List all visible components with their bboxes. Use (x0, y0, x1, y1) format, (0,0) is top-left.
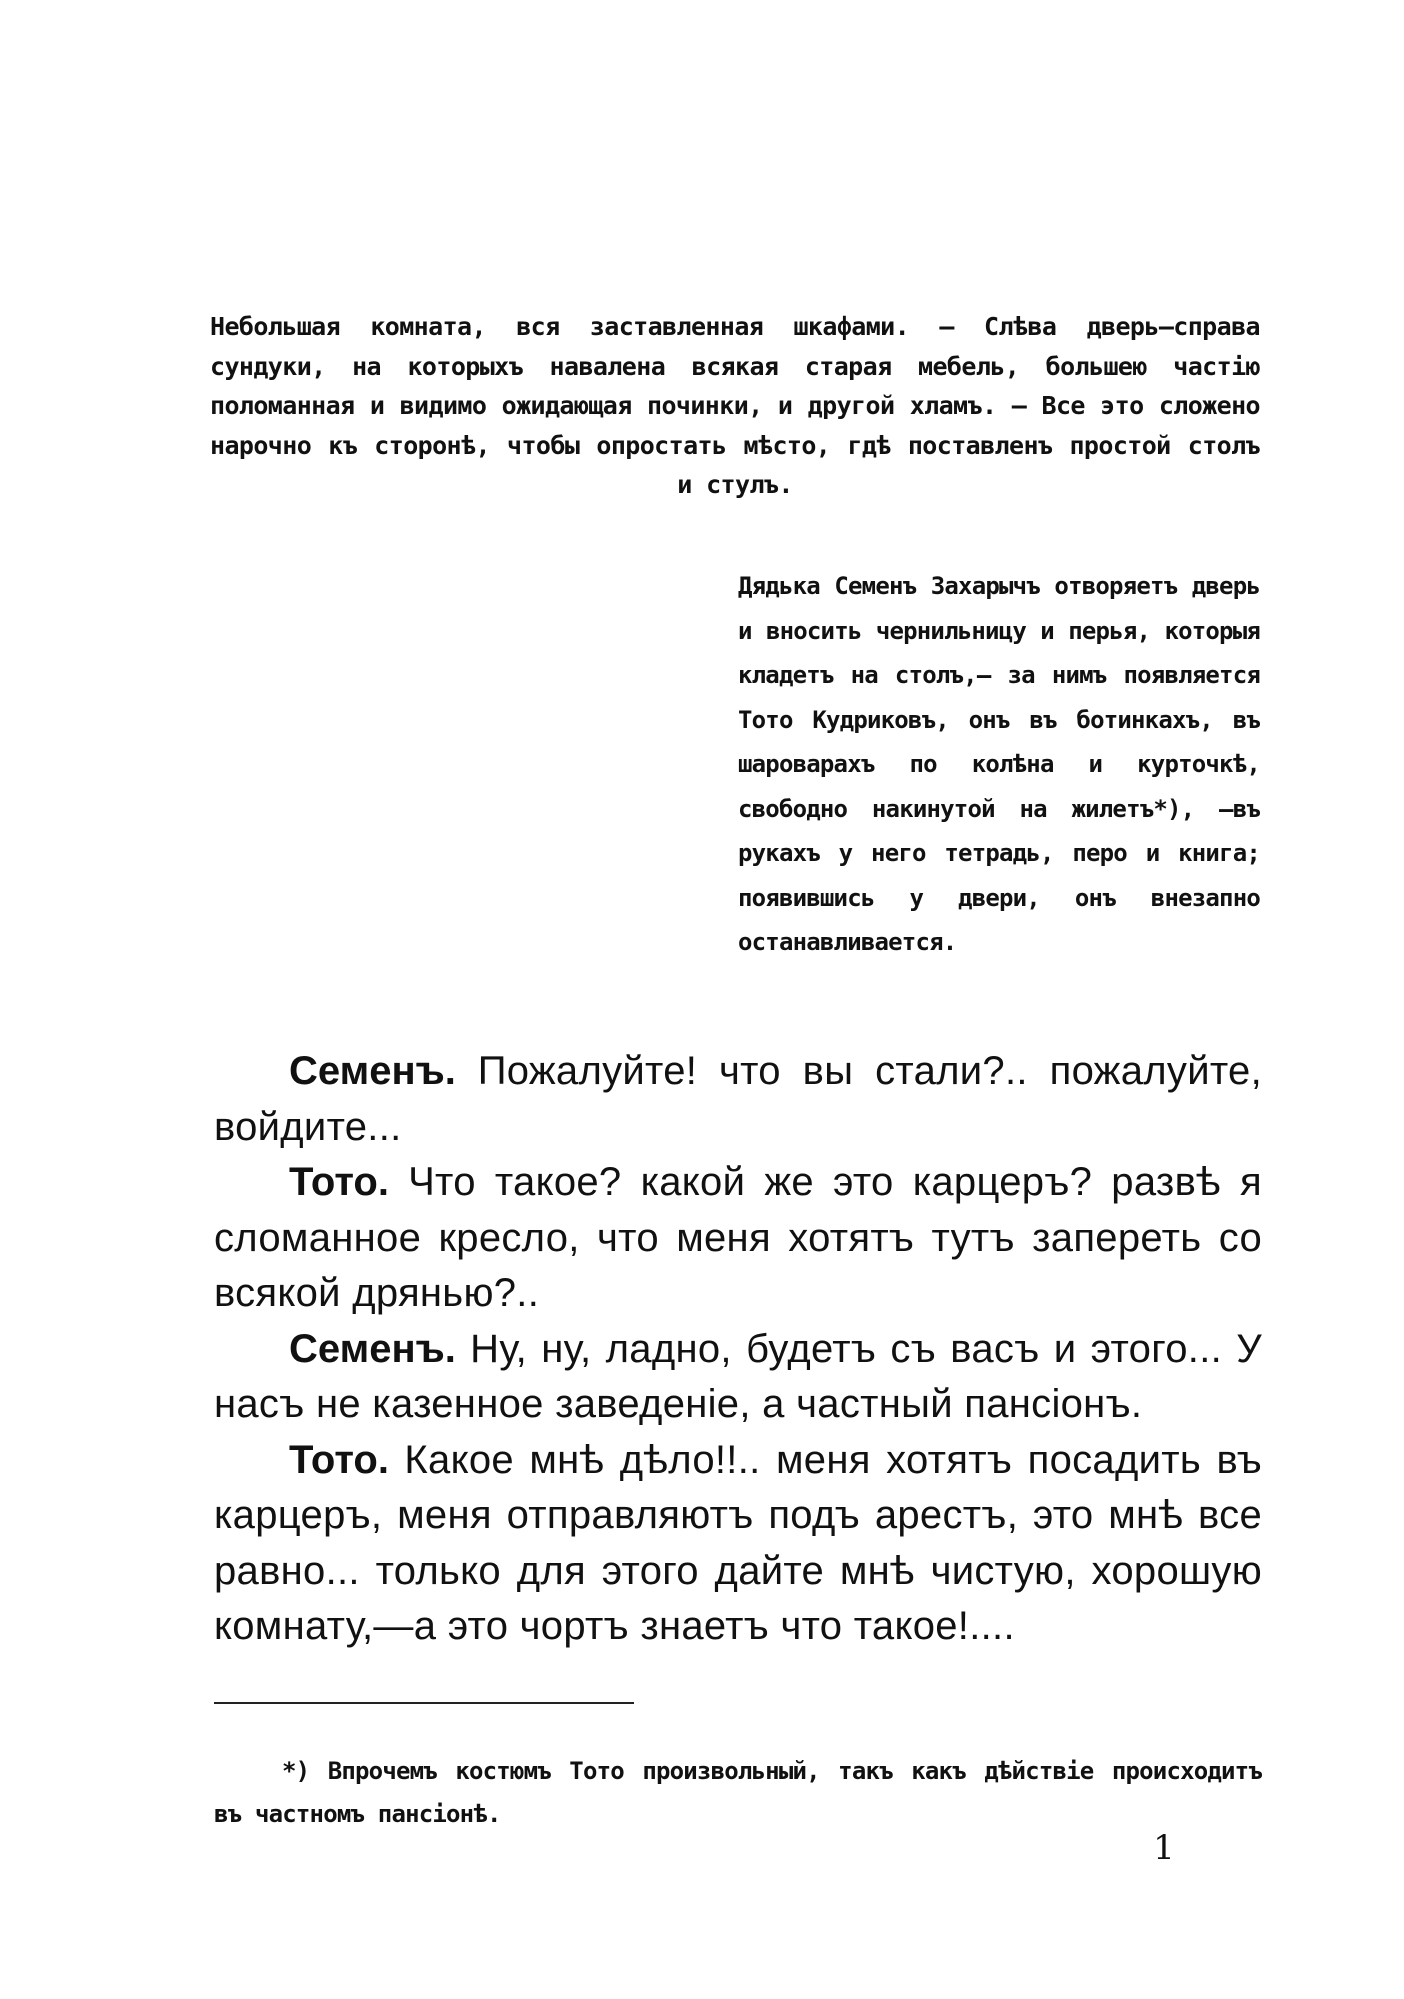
speaker-name: Тото. (289, 1160, 389, 1204)
page-number: 1 (1153, 1828, 1175, 1868)
speech-semen-2 (214, 1322, 1262, 1433)
stage-direction-paragraph: Дядька Семенъ Захарычъ отворяетъ дверь и вносить чернильницу и перья, которыя кладетъ на столъ,— за нимъ появляется Тото Кудриковъ, онъ въ ботинкахъ, въ шароварахъ по колѣна и курточкѣ, свободно накинутой на жилетъ*), —въ рукахъ у него тетрадь, перо и книга; появившись у двери, онъ внезапно останавливается. (738, 572, 1260, 956)
speech-toto-1 (214, 1155, 1262, 1322)
speech-semen-1 (214, 1044, 1262, 1155)
dialogue-block (214, 1044, 1262, 1655)
speaker-name: Семенъ. (289, 1049, 456, 1093)
speech-text: Какое мнѣ дѣло!!.. меня хотятъ посадить въ карцеръ, меня отправляютъ подъ арестъ, это мнѣ все равно... только для этого дайте мнѣ чистую, хорошую комнату,—а это чортъ знаетъ что такое!.... (214, 1437, 1262, 1648)
speech-toto-2 (214, 1433, 1262, 1655)
footnote: *) Впрочемъ костюмъ Тото произвольный, такъ какъ дѣйствіе происходитъ въ частномъ пансіонѣ. (214, 1757, 1262, 1828)
speaker-name: Семенъ. (289, 1326, 456, 1371)
speech-text: Пожалуйте! что вы стали?.. пожалуйте, войдите... (214, 1049, 1262, 1149)
speech-text: Что такое? какой же это карцеръ? развѣ я сломанное кресло, что меня хотятъ тутъ запереть со всякой дрянью?.. (214, 1160, 1262, 1315)
stage-setting-paragraph: Небольшая комната, вся заставленная шкафами. — Слѣва дверь—справа сундуки, на которыхъ навалена всякая старая мебель, большею частію поломанная и видимо ожидающая починки, и другой хламъ. — Все это сложено нарочно къ сторонѣ, чтобы опростать мѣсто, гдѣ поставленъ простой столъ и стулъ. (210, 312, 1260, 499)
footnote-divider (214, 1702, 634, 1704)
speaker-name: Тото. (289, 1437, 389, 1482)
speech-text: Ну, ну, ладно, будетъ съ васъ и этого... У насъ не казенное заведеніе, а частный пансіонъ. (214, 1326, 1262, 1426)
